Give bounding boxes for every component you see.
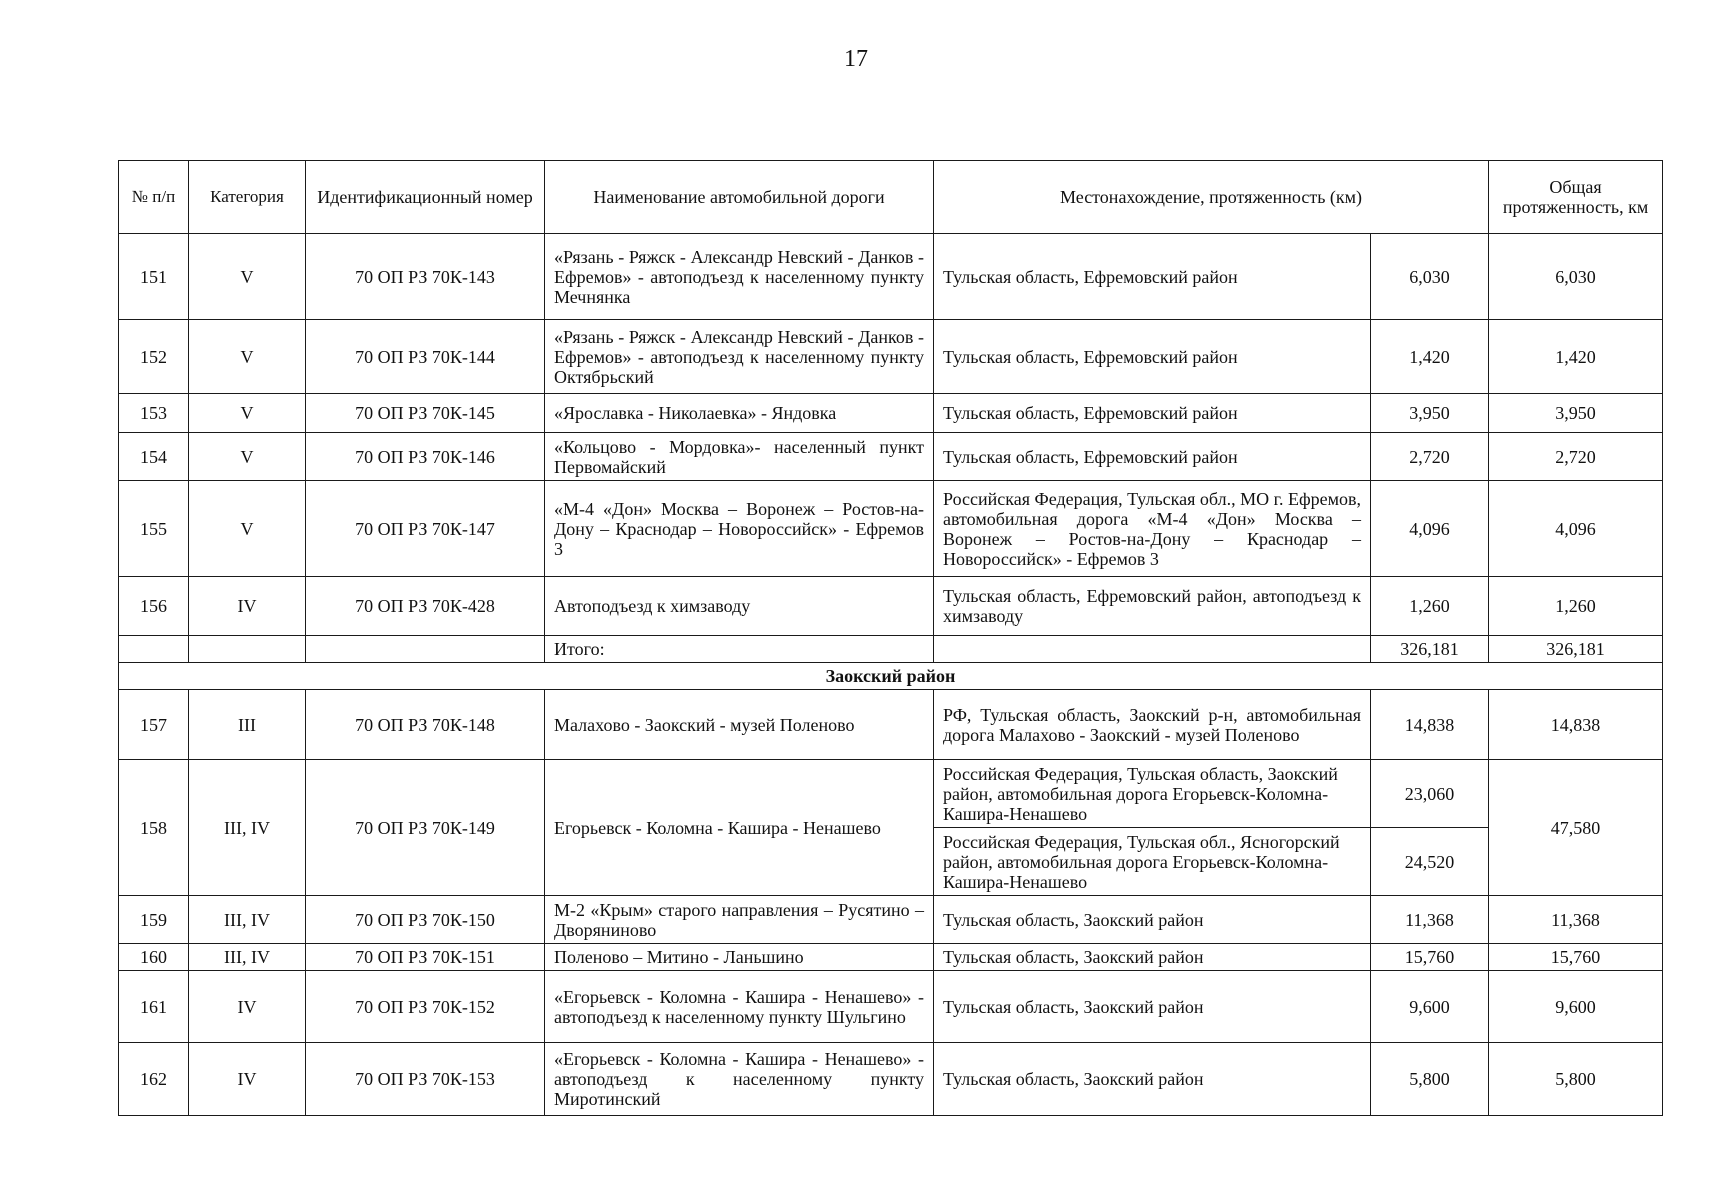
empty-cell [934, 636, 1371, 663]
table-row [119, 971, 1663, 1043]
row-location: Тульская область, Ефремовский район [934, 394, 1371, 433]
row-road-name: «М-4 «Дон» Москва – Воронеж – Ростов-на-Дону – Краснодар – Новороссийск» - Ефремов 3 [545, 481, 934, 577]
row-category: V [189, 234, 306, 320]
row-length: 5,800 [1371, 1043, 1489, 1116]
row-total: 5,800 [1489, 1043, 1663, 1116]
row-total: 6,030 [1489, 234, 1663, 320]
row-num: 160 [119, 944, 189, 971]
row-num: 158 [119, 760, 189, 896]
row-id: 70 ОП РЗ 70К-149 [306, 760, 545, 896]
row-category: V [189, 481, 306, 577]
empty-cell [306, 636, 545, 663]
row-length: 9,600 [1371, 971, 1489, 1043]
row-location: Тульская область, Заокский район [934, 971, 1371, 1043]
row-id: 70 ОП РЗ 70К-148 [306, 690, 545, 760]
table-row [119, 394, 1663, 433]
itogo-label: Итого: [545, 636, 934, 663]
row-num: 153 [119, 394, 189, 433]
row-num: 156 [119, 577, 189, 636]
row-road-name: «Егорьевск - Коломна - Кашира - Ненашево» - автоподъезд к населенному пункту Шульгино [545, 971, 934, 1043]
row-id: 70 ОП РЗ 70К-147 [306, 481, 545, 577]
row-length: 6,030 [1371, 234, 1489, 320]
row-total: 2,720 [1489, 433, 1663, 481]
table-row [119, 234, 1663, 320]
row-num: 151 [119, 234, 189, 320]
row-total: 1,260 [1489, 577, 1663, 636]
row-length: 1,260 [1371, 577, 1489, 636]
table-row [119, 896, 1663, 944]
table-row [119, 944, 1663, 971]
row-length: 14,838 [1371, 690, 1489, 760]
row-id: 70 ОП РЗ 70К-143 [306, 234, 545, 320]
row-length: 3,950 [1371, 394, 1489, 433]
row-total: 14,838 [1489, 690, 1663, 760]
row-location: Тульская область, Заокский район [934, 1043, 1371, 1116]
section-row [119, 663, 1663, 690]
row-length: 23,060 [1371, 760, 1489, 828]
row-id: 70 ОП РЗ 70К-152 [306, 971, 545, 1043]
row-category: III, IV [189, 944, 306, 971]
header-total: Общая протяженность, км [1489, 161, 1663, 234]
row-category: V [189, 320, 306, 394]
row-total: 4,096 [1489, 481, 1663, 577]
row-length: 24,520 [1371, 828, 1489, 896]
roads-table [118, 160, 1663, 1116]
empty-cell [189, 636, 306, 663]
row-category: III [189, 690, 306, 760]
header-location: Местонахождение, протяженность (км) [934, 161, 1489, 234]
itogo-total: 326,181 [1489, 636, 1663, 663]
row-id: 70 ОП РЗ 70К-428 [306, 577, 545, 636]
row-category: V [189, 433, 306, 481]
header-id: Идентификационный номер [306, 161, 545, 234]
row-location: Российская Федерация, Тульская обл., МО г. Ефремов, автомобильная дорога «М-4 «Дон» Москва – Воронеж – Ростов-на-Дону – Краснодар – Новороссийск» - Ефремов 3 [934, 481, 1371, 577]
row-road-name: «Рязань - Ряжск - Александр Невский - Данков - Ефремов» - автоподъезд к населенному пункту Мечнянка [545, 234, 934, 320]
empty-cell [119, 636, 189, 663]
row-location: Тульская область, Ефремовский район [934, 234, 1371, 320]
table-row [119, 760, 1663, 828]
row-num: 157 [119, 690, 189, 760]
row-total: 9,600 [1489, 971, 1663, 1043]
table-row [119, 320, 1663, 394]
row-total: 3,950 [1489, 394, 1663, 433]
page-number: 17 [844, 46, 868, 72]
row-length: 2,720 [1371, 433, 1489, 481]
row-id: 70 ОП РЗ 70К-144 [306, 320, 545, 394]
row-road-name: Поленово – Митино - Ланьшино [545, 944, 934, 971]
row-category: V [189, 394, 306, 433]
row-length: 4,096 [1371, 481, 1489, 577]
row-num: 162 [119, 1043, 189, 1116]
row-category: III, IV [189, 760, 306, 896]
row-road-name: «Кольцово - Мордовка»- населенный пункт Первомайский [545, 433, 934, 481]
header-row [119, 161, 1663, 234]
row-num: 152 [119, 320, 189, 394]
row-category: IV [189, 1043, 306, 1116]
section-title: Заокский район [119, 663, 1663, 690]
row-road-name: «Ярославка - Николаевка» - Яндовка [545, 394, 934, 433]
row-location: Тульская область, Заокский район [934, 944, 1371, 971]
row-location: Тульская область, Ефремовский район [934, 433, 1371, 481]
row-location: Российская Федерация, Тульская область, Заокский район, автомобильная дорога Егорьевск-Коломна-Кашира-Ненашево [934, 760, 1371, 828]
row-num: 159 [119, 896, 189, 944]
row-num: 154 [119, 433, 189, 481]
itogo-row [119, 636, 1663, 663]
row-id: 70 ОП РЗ 70К-150 [306, 896, 545, 944]
row-id: 70 ОП РЗ 70К-151 [306, 944, 545, 971]
row-total: 11,368 [1489, 896, 1663, 944]
table-row [119, 1043, 1663, 1116]
row-num: 155 [119, 481, 189, 577]
header-category: Категория [189, 161, 306, 234]
row-location: Тульская область, Заокский район [934, 896, 1371, 944]
row-length: 1,420 [1371, 320, 1489, 394]
row-location: РФ, Тульская область, Заокский р-н, автомобильная дорога Малахово - Заокский - музей Поленово [934, 690, 1371, 760]
header-num: № п/п [119, 161, 189, 234]
row-id: 70 ОП РЗ 70К-146 [306, 433, 545, 481]
row-id: 70 ОП РЗ 70К-153 [306, 1043, 545, 1116]
table-row [119, 690, 1663, 760]
row-road-name: Егорьевск - Коломна - Кашира - Ненашево [545, 760, 934, 896]
row-num: 161 [119, 971, 189, 1043]
row-length: 15,760 [1371, 944, 1489, 971]
row-length: 11,368 [1371, 896, 1489, 944]
row-category: III, IV [189, 896, 306, 944]
table-row [119, 577, 1663, 636]
row-road-name: Малахово - Заокский - музей Поленово [545, 690, 934, 760]
row-location: Тульская область, Ефремовский район, автоподъезд к химзаводу [934, 577, 1371, 636]
row-road-name: М-2 «Крым» старого направления – Русятино – Дворяниново [545, 896, 934, 944]
row-total: 15,760 [1489, 944, 1663, 971]
row-id: 70 ОП РЗ 70К-145 [306, 394, 545, 433]
row-total: 47,580 [1489, 760, 1663, 896]
row-category: IV [189, 577, 306, 636]
table-row [119, 481, 1663, 577]
row-category: IV [189, 971, 306, 1043]
header-name: Наименование автомобильной дороги [545, 161, 934, 234]
table-row [119, 433, 1663, 481]
row-total: 1,420 [1489, 320, 1663, 394]
row-location: Тульская область, Ефремовский район [934, 320, 1371, 394]
row-road-name: Автоподъезд к химзаводу [545, 577, 934, 636]
row-road-name: «Рязань - Ряжск - Александр Невский - Данков - Ефремов» - автоподъезд к населенному пункту Октябрьский [545, 320, 934, 394]
row-location: Российская Федерация, Тульская обл., Ясногорский район, автомобильная дорога Егорьевск-Коломна-Кашира-Ненашево [934, 828, 1371, 896]
itogo-length: 326,181 [1371, 636, 1489, 663]
row-road-name: «Егорьевск - Коломна - Кашира - Ненашево» - автоподъезд к населенному пункту Миротинский [545, 1043, 934, 1116]
